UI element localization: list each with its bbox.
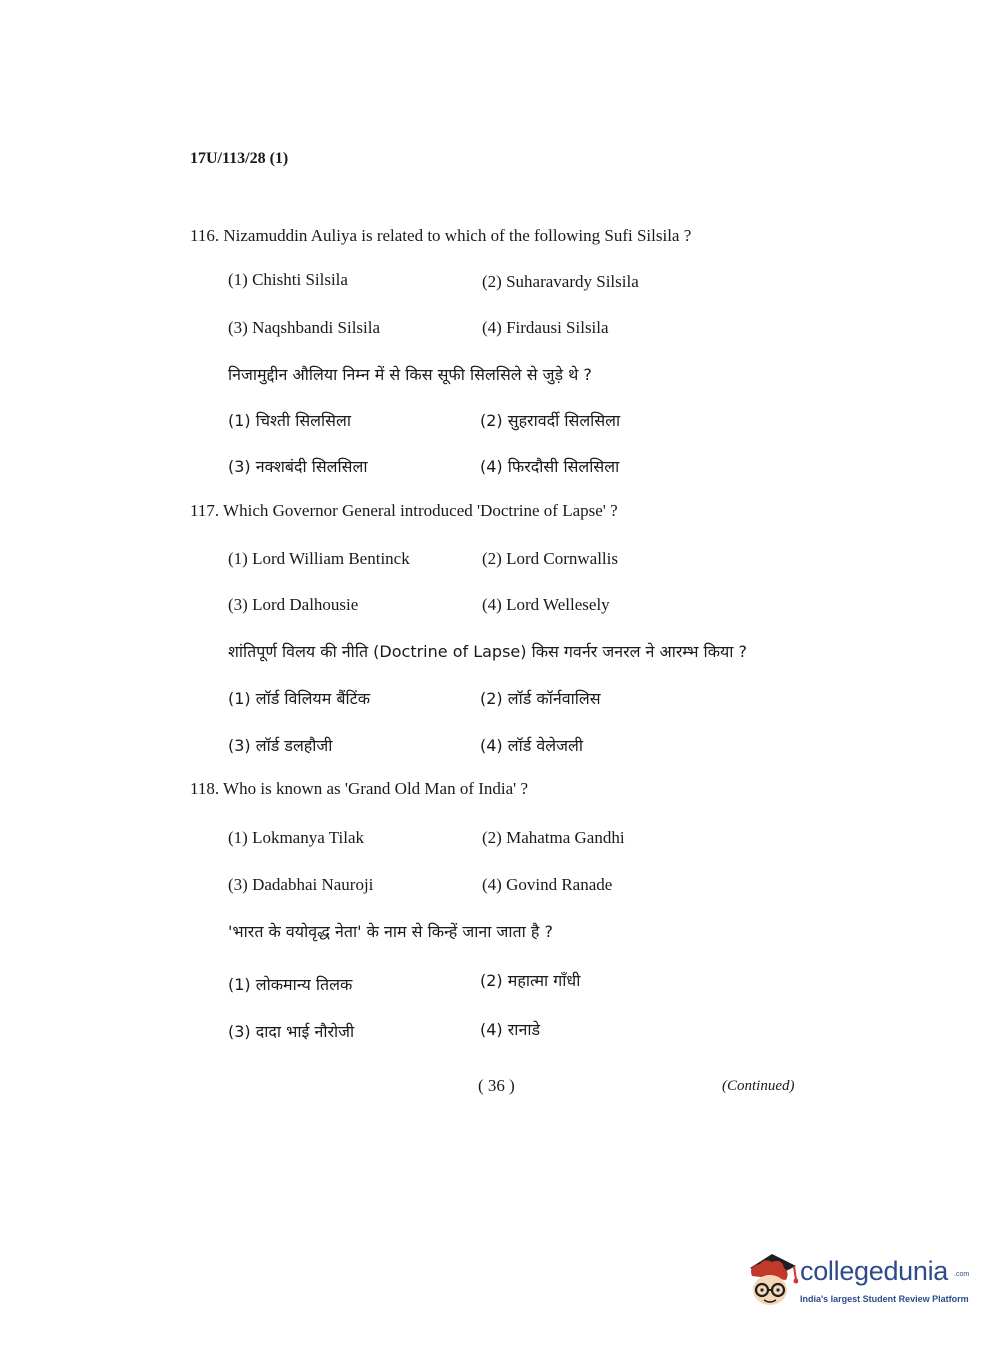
option-118-1-hindi: (1) लोकमान्य तिलक [228, 975, 353, 994]
continued-label: (Continued) [722, 1078, 795, 1094]
question-117: 117. Which Governor General introduced 'Doctrine of Lapse' ? [190, 501, 618, 520]
option-117-2: (2) Lord Cornwallis [482, 549, 618, 568]
option-117-1-hindi: (1) लॉर्ड विलियम बैंटिंक [228, 689, 370, 708]
logo-tagline: India's largest Student Review Platform [800, 1294, 969, 1304]
mascot-icon [742, 1250, 798, 1312]
logo-brand: collegedunia [800, 1256, 949, 1286]
page-number: ( 36 ) [478, 1076, 515, 1095]
collegedunia-logo [742, 1250, 970, 1312]
option-118-2: (2) Mahatma Gandhi [482, 828, 625, 847]
option-118-3-hindi: (3) दादा भाई नौरोजी [228, 1022, 355, 1041]
option-118-2-hindi: (2) महात्मा गाँधी [480, 971, 581, 990]
question-117-hindi: शांतिपूर्ण विलय की नीति (Doctrine of Lapse) किस गवर्नर जनरल ने आरम्भ किया ? [228, 642, 747, 661]
option-117-1: (1) Lord William Bentinck [228, 549, 410, 568]
option-118-4-hindi: (4) रानाडे [480, 1020, 541, 1039]
option-117-3: (3) Lord Dalhousie [228, 595, 359, 614]
option-116-1-hindi: (1) चिश्ती सिलसिला [228, 411, 351, 430]
option-117-2-hindi: (2) लॉर्ड कॉर्नवालिस [480, 689, 601, 708]
option-116-2-hindi: (2) सुहरावर्दी सिलसिला [480, 411, 621, 430]
option-116-4: (4) Firdausi Silsila [482, 318, 609, 337]
option-117-3-hindi: (3) लॉर्ड डलहौजी [228, 736, 333, 755]
question-118-hindi: 'भारत के वयोवृद्ध नेता' के नाम से किन्हें जाना जाता है ? [228, 922, 553, 941]
option-116-3: (3) Naqshbandi Silsila [228, 318, 381, 337]
option-116-1: (1) Chishti Silsila [228, 270, 348, 289]
option-116-2: (2) Suharavardy Silsila [482, 272, 639, 291]
option-118-4: (4) Govind Ranade [482, 875, 613, 894]
paper-code: 17U/113/28 (1) [190, 150, 289, 167]
question-116: 116. Nizamuddin Auliya is related to which of the following Sufi Silsila ? [190, 226, 692, 245]
logo-domain: .com [954, 1271, 970, 1278]
option-116-4-hindi: (4) फिरदौसी सिलसिला [480, 457, 620, 476]
option-117-4-hindi: (4) लॉर्ड वेलेजली [480, 736, 583, 755]
option-116-3-hindi: (3) नक्शबंदी सिलसिला [228, 457, 368, 476]
option-118-3: (3) Dadabhai Nauroji [228, 875, 374, 894]
question-116-hindi: निजामुद्दीन औलिया निम्न में से किस सूफी सिलसिले से जुड़े थे ? [228, 365, 592, 384]
option-117-4: (4) Lord Wellesely [482, 595, 610, 614]
question-118: 118. Who is known as 'Grand Old Man of India' ? [190, 779, 529, 798]
option-118-1: (1) Lokmanya Tilak [228, 828, 364, 847]
